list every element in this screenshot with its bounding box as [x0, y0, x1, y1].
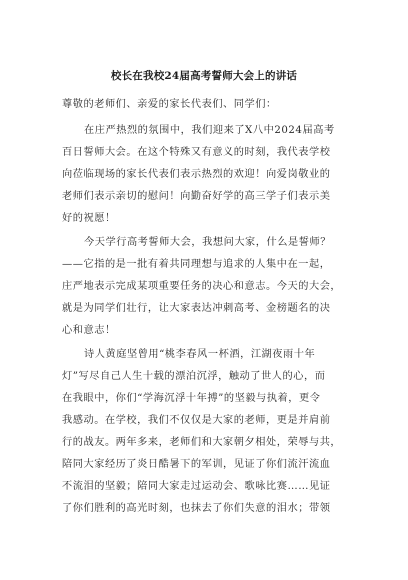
paragraph-line: 好的祝愿！: [62, 213, 116, 224]
paragraph-line: ——它指的是一批有着共同理想与追求的人集中在一起，: [62, 259, 331, 270]
paragraph-line: 我感动。在学校，我们不仅仅是大家的老师，更是并肩前: [62, 415, 331, 426]
paragraph-line: 向莅临现场的家长代表们表示热烈的欢迎！向爱岗敬业的: [62, 169, 331, 180]
paragraph-line: 百日誓师大会。在这个特殊又有意义的时刻，我代表学校: [62, 147, 331, 158]
paragraph-line: 在我眼中，你们“学海沉浮十年搏”的坚毅与执着，更令: [62, 393, 321, 404]
paragraph-line: 行的战友。两年多来，老师们和大家朝夕相处，荣辱与共，: [62, 437, 342, 448]
paragraph-line: 诗人黄庭坚曾用“桃李春风一杯酒，江湖夜雨十年: [84, 349, 316, 360]
paragraph-line: 心和意志！: [62, 325, 116, 336]
paragraph-line: 庄严地表示完成某项重要任务的决心和意志。今天的大会，: [62, 281, 342, 292]
paragraph-line: 了你们胜利的高光时刻，也抹去了你们失意的泪水；带领: [62, 503, 331, 514]
paragraph-line: 不流泪的坚毅；陪同大家走过运动会、歌咏比赛……见证: [62, 481, 331, 492]
document-title: 校长在我校24届高考誓师大会上的讲话: [110, 70, 298, 82]
paragraph-line: 就是为同学们壮行，让大家表达冲刺高考、金榜题名的决: [62, 303, 331, 314]
paragraph-line: 陪同大家经历了炎日酷暑下的军训，见证了你们流汗流血: [62, 459, 331, 470]
salutation-line: 尊敬的老师们、亲爱的家长代表们、同学们：: [62, 99, 277, 110]
paragraph-line: 今天学行高考誓师大会，我想问大家，什么是誓师？: [84, 237, 331, 248]
paragraph-line: 老师们表示亲切的慰问！向勤奋好学的高三学子们表示美: [62, 191, 331, 202]
paragraph-line: 灯”写尽自己人生十载的漂泊沉浮，触动了世人的心，而: [62, 371, 326, 382]
paragraph-line: 在庄严热烈的氛围中，我们迎来了X八中2024届高考: [84, 125, 335, 136]
